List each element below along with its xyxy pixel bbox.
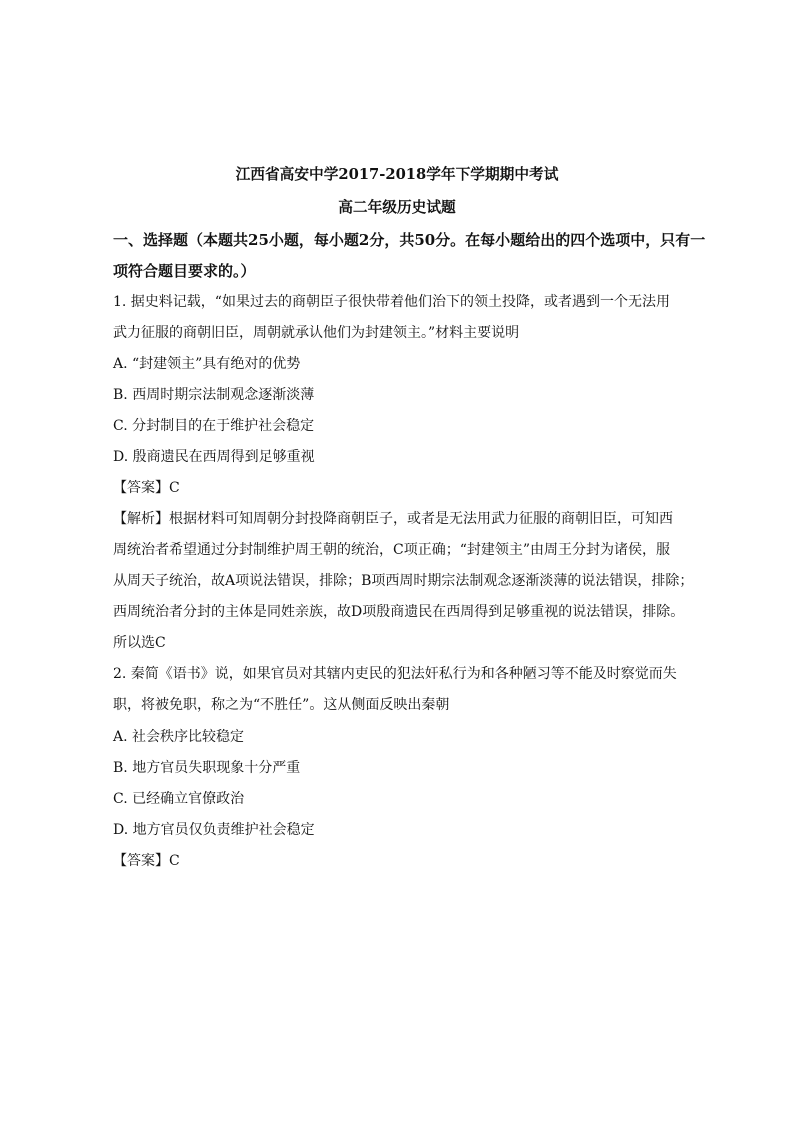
question-2-stem-line-2: 职，将被免职，称之为“不胜任”。这从侧面反映出秦朝	[113, 697, 450, 713]
question-2-option-a: A. 社会秩序比较稳定	[113, 729, 245, 745]
section-heading-line-2: 项符合题目要求的。）	[113, 262, 256, 280]
exam-title: 江西省高安中学2017-2018学年下学期期中考试	[235, 166, 559, 183]
question-2-stem-line-1: 2. 秦简《语书》说，如果官员对其辖内吏民的犯法奸私行为和各种陋习等不能及时察觉而失	[113, 666, 677, 682]
question-1-option-a: A. “封建领主”具有绝对的优势	[113, 356, 301, 372]
question-1-analysis-line-5: 所以选C	[113, 635, 166, 651]
question-1-option-d: D. 殷商遗民在西周得到足够重视	[113, 449, 315, 465]
exam-subtitle: 高二年级历史试题	[338, 199, 456, 216]
question-1-analysis-line-1: 【解析】根据材料可知周朝分封投降商朝臣子，或者是无法用武力征服的商朝旧臣，可知西	[113, 511, 673, 527]
question-2-option-c: C. 已经确立官僚政治	[113, 791, 245, 807]
question-1-stem-line-1: 1. 据史料记载，“如果过去的商朝臣子很快带着他们治下的领土投降，或者遇到一个无法用	[113, 294, 670, 310]
question-1-analysis-line-4: 西周统治者分封的主体是同姓亲族，故D项殷商遗民在西周得到足够重视的说法错误，排除。	[113, 604, 685, 620]
section-heading-line-1: 一、选择题（本题共25小题，每小题2分，共50分。在每小题给出的四个选项中，只有一	[113, 231, 706, 249]
question-1-analysis-line-2: 周统治者希望通过分封制维护周王朝的统治，C项正确；“封建领主”由周王分封为诸侯，服	[113, 542, 671, 558]
question-1-stem-line-2: 武力征服的商朝旧臣，周朝就承认他们为封建领主。”材料主要说明	[113, 325, 520, 341]
question-2-option-d: D. 地方官员仅负责维护社会稳定	[113, 822, 315, 838]
question-2-answer: 【答案】C	[113, 853, 180, 869]
question-1-option-c: C. 分封制目的在于维护社会稳定	[113, 418, 315, 434]
question-1-analysis-line-3: 从周天子统治，故A项说法错误，排除；B项西周时期宗法制观念逐渐淡薄的说法错误，排除；	[113, 573, 694, 589]
question-1-option-b: B. 西周时期宗法制观念逐渐淡薄	[113, 387, 315, 403]
question-2-option-b: B. 地方官员失职现象十分严重	[113, 760, 301, 776]
question-1-answer: 【答案】C	[113, 480, 180, 496]
